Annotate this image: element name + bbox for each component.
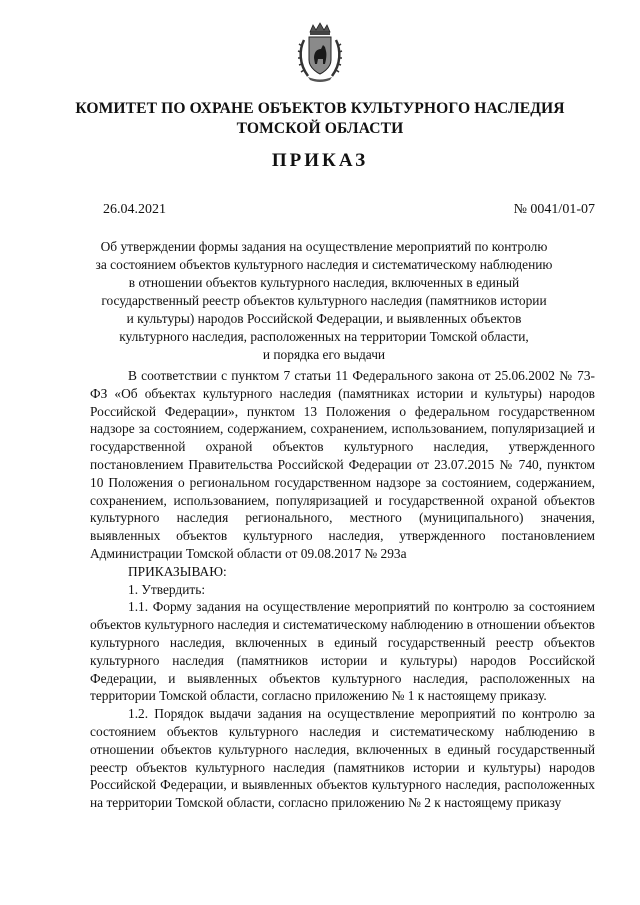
subject-line: государственный реестр объектов культурного наследия (памятников истории xyxy=(101,293,547,308)
order-body xyxy=(90,367,595,812)
coat-of-arms-icon xyxy=(296,22,344,84)
item-1: 1. Утвердить: xyxy=(128,581,206,597)
order-word: ПРИКАЗЫВАЮ: xyxy=(128,563,227,579)
subject-line: Об утверждении формы задания на осуществление мероприятий по контролю xyxy=(100,239,548,254)
order-number: № 0041/01-07 xyxy=(513,202,595,217)
subject-line: культурного наследия, расположенных на территории Томской области, xyxy=(119,329,529,344)
subject-line: и порядка его выдачи xyxy=(262,347,386,362)
preamble-paragraph: В соответствии с пунктом 7 статьи 11 Федерального закона от 25.06.2002 № 73-ФЗ «Об объектах культурного наследия (памятниках истории и культуры) народов Российской Федерации», пунктом 13 Положения о федеральном государственном надзоре за состоянием, содержанием, сохранением, использованием, популяризацией и государственной охраной объектов культурного наследия, утвержденного постановлением Правительства Российской Федерации от 23.07.2015 № 740, пунктом 10 Положения о региональном государственном надзоре за состоянием, содержанием, сохранением, использованием, популяризацией и государственной охраной объектов культурного наследия регионального, местного (муниципального) значения, выявленных объектов культурного наследия, утвержденного постановлением Администрации Томской области от 09.08.2017 № 293а xyxy=(90,368,595,561)
item-1-2: 1.2. Порядок выдачи задания на осуществление мероприятий по контролю за состоянием объектов культурного наследия и систематическому наблюдению в отношении объектов культурного наследия, включенных в единый государственный реестр объектов культурного наследия (памятников истории и культуры) народов Российской Федерации, и выявленных объектов культурного наследия, расположенных на территории Томской области, согласно приложению № 2 к настоящему приказу xyxy=(90,706,595,811)
subject-line: за состоянием объектов культурного наследия и систематическому наблюдению xyxy=(95,257,553,272)
org-line-2: ТОМСКОЙ ОБЛАСТИ xyxy=(236,120,404,137)
document-type: ПРИКАЗ xyxy=(271,150,369,171)
item-1-1: 1.1. Форму задания на осуществление мероприятий по контролю за состоянием объектов культурного наследия и систематическому наблюдению в отношении объектов культурного наследия, включенных в единый государственный реестр объектов культурного наследия (памятников истории и культуры) народов Российской Федерации, и выявленных объектов культурного наследия, расположенных на территории Томской области, согласно приложению № 1 к настоящему приказу. xyxy=(90,599,595,704)
subject-line: в отношении объектов культурного наследия, включенных в единый xyxy=(128,275,520,290)
order-date: 26.04.2021 xyxy=(103,202,166,217)
order-subject xyxy=(90,238,558,364)
organization-name xyxy=(60,99,580,139)
subject-line: и культуры) народов Российской Федерации, и выявленных объектов xyxy=(126,311,522,326)
org-line-1: КОМИТЕТ ПО ОХРАНЕ ОБЪЕКТОВ КУЛЬТУРНОГО НАСЛЕДИЯ xyxy=(75,100,565,117)
